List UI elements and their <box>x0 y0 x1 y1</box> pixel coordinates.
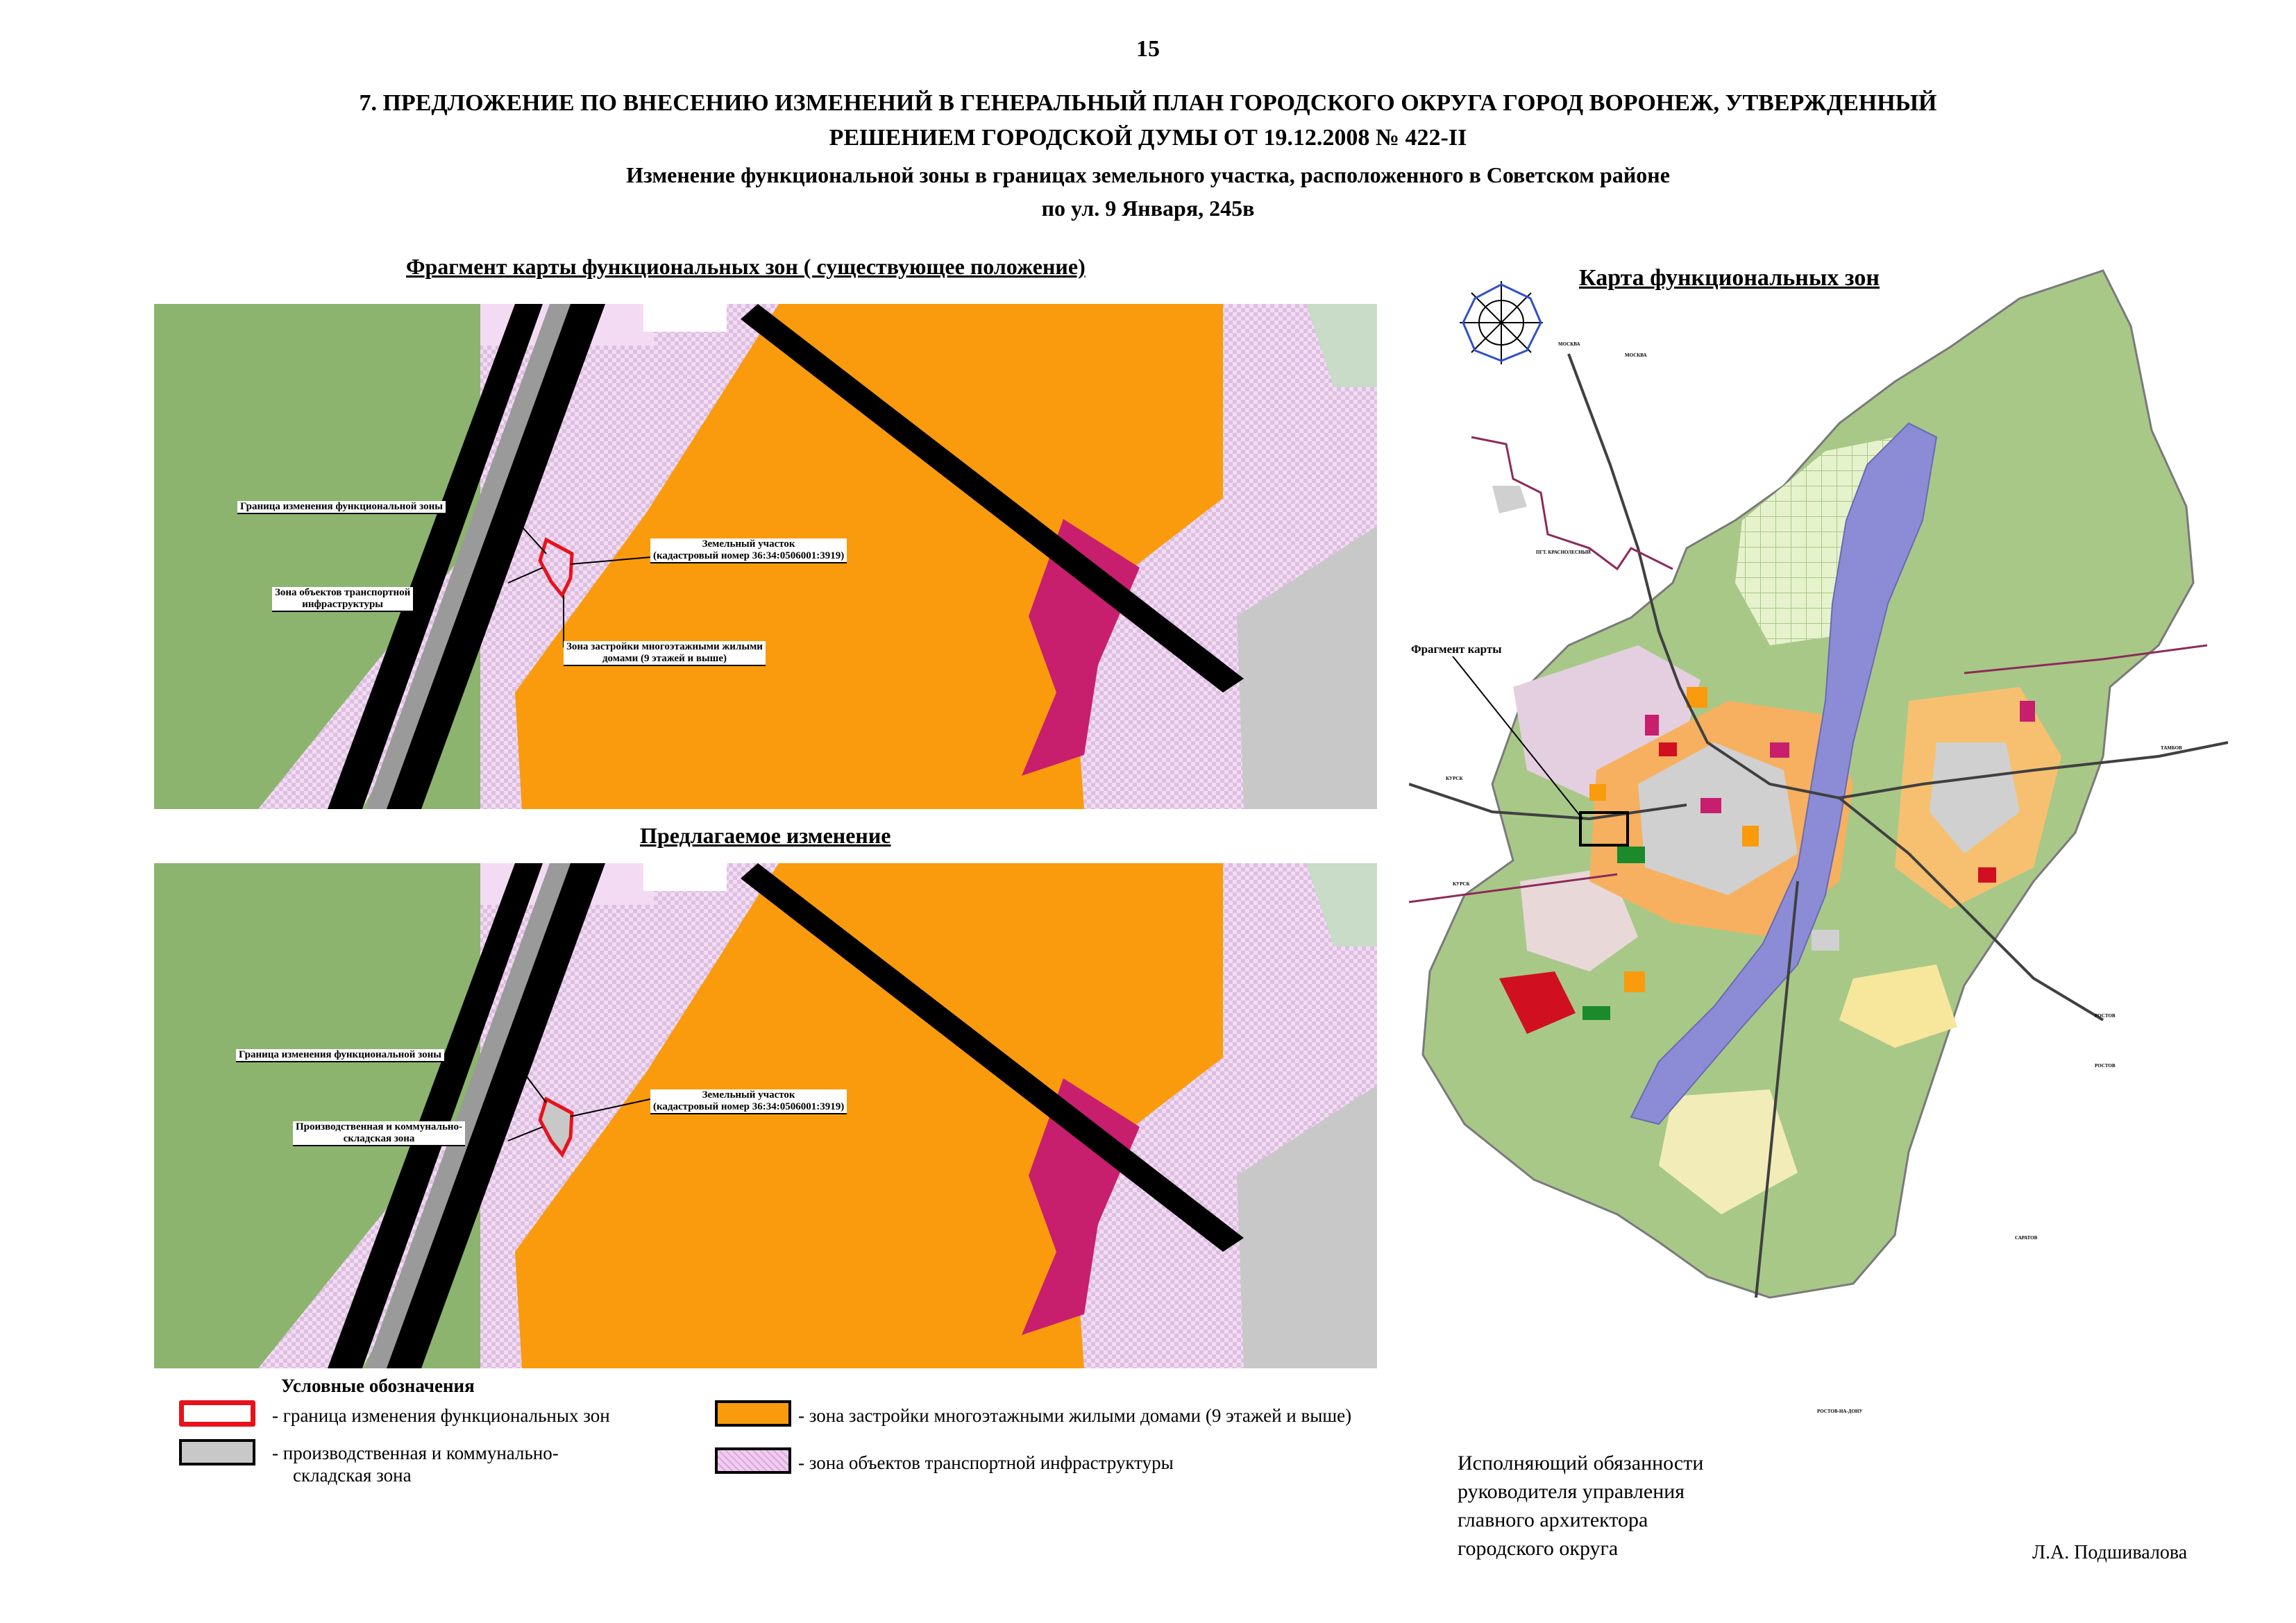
document-subtitle-line-1: Изменение функциональной зоны в границах земельного участка, расположенного в Советском районе <box>626 162 1670 187</box>
callout-plot-line-1: Земельный участок <box>702 538 795 550</box>
general-map-graphic <box>1409 257 2242 1450</box>
callout-plot-line-2: (кадастровый номер 36:34:0506001:3919) <box>653 550 845 561</box>
legend-text-industrial-line-1: - производственная и коммунально- <box>272 1443 559 1463</box>
legend-text-industrial <box>272 1442 661 1486</box>
callout-industrial-line-1: Производственная и коммунально- <box>296 1121 463 1132</box>
proposed-map-heading: Предлагаемое изменение <box>640 823 891 848</box>
callout-boundary: Граница изменения функциональной зоны <box>236 1049 444 1062</box>
legend-swatch-industrial <box>179 1439 255 1465</box>
callout-residential-line-1: Зона застройки многоэтажными жилыми <box>566 641 763 652</box>
callout-plot-line-2: (кадастровый номер 36:34:0506001:3919) <box>653 1101 845 1112</box>
place-label: КУРСК <box>1453 881 1470 887</box>
place-label: САРАТОВ <box>2015 1235 2038 1241</box>
place-label: КУРСК <box>1446 776 1463 781</box>
red-block <box>1978 867 1996 883</box>
wind-rose-icon <box>1456 278 1546 368</box>
existing-zone-map <box>154 304 1377 809</box>
orange-block <box>1624 971 1645 992</box>
magenta-block <box>1770 742 1789 758</box>
callout-residential-zone <box>564 641 766 666</box>
orange-block <box>1589 784 1606 801</box>
magenta-block <box>1700 798 1721 813</box>
legend-text-residential: - зона застройки многоэтажными жилыми домами (9 этажей и выше) <box>798 1405 1352 1426</box>
general-map-heading: Карта функциональных зон <box>1579 265 1880 291</box>
general-zone-map <box>1409 257 2242 1450</box>
magenta-block <box>2020 701 2035 722</box>
signer-title-line-1: Исполняющий обязанности <box>1458 1452 1704 1475</box>
green-block <box>1617 847 1645 863</box>
legend-swatch-boundary <box>179 1400 255 1427</box>
document-subtitle-line-2: по ул. 9 Января, 245в <box>1041 196 1255 221</box>
callout-plot-line-1: Земельный участок <box>702 1089 795 1101</box>
settlement-area <box>1492 486 1527 513</box>
orange-block <box>1742 826 1759 847</box>
signer-title <box>1458 1449 1703 1563</box>
place-label: РОСТОВ-НА-ДОНУ <box>1817 1409 1863 1414</box>
legend-swatch-transport <box>715 1447 791 1474</box>
proposed-map-graphic <box>154 863 1377 1368</box>
place-label: РОСТОВ <box>2095 1013 2116 1019</box>
legend-title: Условные обозначения <box>281 1375 475 1396</box>
legend-swatch-residential <box>715 1400 791 1427</box>
map-crop-artifact <box>643 304 727 332</box>
callout-transport-zone <box>272 587 413 612</box>
callout-industrial-zone <box>293 1121 465 1146</box>
magenta-block <box>1645 715 1659 736</box>
legend-text-industrial-line-2: складская зона <box>293 1465 412 1486</box>
callout-transport-line-1: Зона объектов транспортной <box>275 587 411 598</box>
document-title-line-2: РЕШЕНИЕМ ГОРОДСКОЙ ДУМЫ ОТ 19.12.2008 № 422-II <box>829 125 1467 151</box>
proposed-zone-map <box>154 863 1377 1368</box>
existing-map-heading: Фрагмент карты функциональных зон ( существующее положение) <box>406 254 1086 279</box>
callout-residential-line-2: домами (9 этажей и выше) <box>602 653 727 664</box>
place-label: ПГТ. КРАСНОЛЕСНЫЙ <box>1536 550 1591 555</box>
callout-land-plot <box>650 1089 847 1114</box>
green-block <box>1582 1006 1610 1020</box>
page-number: 15 <box>1136 36 1160 62</box>
red-block <box>1659 742 1677 756</box>
signer-title-line-4: городского округа <box>1458 1537 1619 1560</box>
place-label: МОСКВА <box>1558 341 1580 347</box>
map-crop-artifact <box>643 863 727 891</box>
callout-land-plot <box>650 538 847 563</box>
place-label: ТАМБОВ <box>2161 745 2182 751</box>
signer-title-line-3: главного архитектора <box>1458 1509 1648 1531</box>
callout-transport-line-2: инфраструктуры <box>302 599 383 610</box>
fragment-label: Фрагмент карты <box>1409 643 1503 656</box>
grey-block <box>1812 930 1839 951</box>
legend-text-transport: - зона объектов транспортной инфраструктуры <box>798 1452 1174 1473</box>
signer-title-line-2: руководителя управления <box>1458 1480 1685 1503</box>
place-label: РОСТОВ <box>2095 1063 2116 1069</box>
place-label: МОСКВА <box>1625 352 1647 358</box>
document-title-line-1: 7. ПРЕДЛОЖЕНИЕ ПО ВНЕСЕНИЮ ИЗМЕНЕНИЙ В ГЕНЕРАЛЬНЫЙ ПЛАН ГОРОДСКОГО ОКРУГА ГОРОД ВОРОНЕЖ, УТВЕРЖДЕННЫЙ <box>359 90 1937 116</box>
callout-industrial-line-2: складская зона <box>343 1133 415 1144</box>
signer-name: Л.А. Подшивалова <box>2032 1542 2188 1563</box>
legend-text-boundary: - граница изменения функциональных зон <box>272 1405 610 1426</box>
callout-boundary: Граница изменения функциональной зоны <box>237 501 446 514</box>
